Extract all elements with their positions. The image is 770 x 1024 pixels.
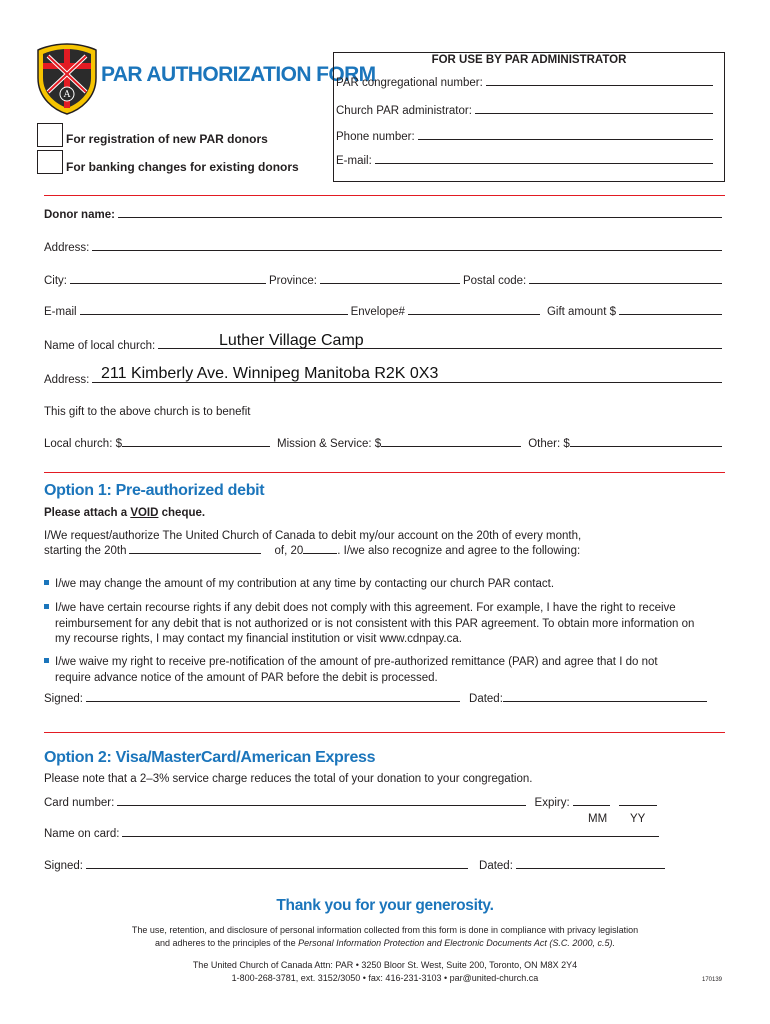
banking-change-checkbox[interactable]	[37, 150, 63, 174]
void-suffix: cheque.	[158, 507, 206, 519]
card-name-label: Name on card:	[44, 828, 120, 840]
admin-congregational-label: PAR congregational number:	[336, 77, 483, 89]
divider-option1	[44, 472, 725, 473]
option1-signature-row	[44, 693, 710, 705]
starting-label: starting the 20th	[44, 545, 127, 557]
donor-address-row	[44, 242, 725, 254]
privacy-line2-prefix: and adheres to the principles of the	[155, 938, 299, 948]
privacy-line2	[0, 938, 770, 948]
donor-name-field[interactable]	[118, 217, 722, 218]
envelope-field[interactable]	[408, 314, 540, 315]
donor-email-label: E-mail	[44, 306, 77, 318]
province-field[interactable]	[320, 283, 460, 284]
option1-heading: Option 1: Pre-authorized debit	[44, 482, 265, 499]
postal-field[interactable]	[529, 283, 722, 284]
admin-email-field[interactable]	[375, 163, 713, 164]
bullet-icon	[44, 580, 49, 585]
option2-signature-row	[44, 860, 668, 872]
mission-field[interactable]	[381, 446, 521, 447]
admin-congregational-field[interactable]	[486, 85, 713, 86]
option2-dated-label: Dated:	[479, 860, 513, 872]
option1-signed-label: Signed:	[44, 693, 84, 705]
card-name-row	[44, 828, 662, 840]
benefit-text: This gift to the above church is to benefit	[44, 406, 251, 418]
year-field[interactable]	[303, 553, 337, 554]
admin-heading: FOR USE BY PAR ADMINISTRATOR	[431, 54, 627, 66]
bullet-2-line1: I/we have certain recourse rights if any debit does not comply with this agreement. For example, I have the right to receive	[55, 602, 676, 614]
bullet-icon	[44, 604, 49, 609]
bullet-icon	[44, 658, 49, 663]
mission-label: Mission & Service: $	[277, 438, 382, 450]
church-name-label: Name of local church:	[44, 340, 156, 352]
card-number-row	[44, 797, 660, 809]
starting-date-field[interactable]	[129, 553, 261, 554]
bullet-2-line2: reimbursement for any debit that is not authorized or is not consistent with this PAR agreement. To obtain more information on	[55, 617, 695, 630]
expiry-month-field[interactable]	[573, 805, 611, 806]
option2-signed-label: Signed:	[44, 860, 84, 872]
admin-church-label: Church PAR administrator:	[336, 105, 472, 117]
svg-text:A: A	[63, 90, 71, 100]
void-cheque-note	[44, 507, 205, 519]
expiry-yy-label: YY	[630, 813, 646, 825]
province-label: Province:	[269, 275, 317, 287]
bullet-2-line3: my recourse rights, I may contact my financial institution or visit www.cdnpay.ca.	[55, 633, 462, 645]
privacy-line1: The use, retention, and disclosure of personal information collected from this form is done in compliance with privacy legislation	[131, 925, 639, 935]
church-name-value: Luther Village Camp	[219, 332, 364, 349]
admin-phone-row	[336, 131, 716, 143]
request-line2	[44, 545, 580, 557]
card-number-label: Card number:	[44, 797, 115, 809]
envelope-label: Envelope#	[350, 306, 405, 318]
gift-amount-label: Gift amount $	[546, 306, 616, 318]
option1-signed-field[interactable]	[86, 701, 460, 702]
local-church-label: Local church: $	[44, 438, 122, 450]
request-line1: I/We request/authorize The United Church of Canada to debit my/our account on the 20th of every month,	[44, 530, 582, 542]
card-number-field[interactable]	[117, 805, 525, 806]
option1-dated-label: Dated:	[469, 693, 503, 705]
bullet-3	[44, 655, 658, 686]
year-prefix: of, 20	[274, 545, 304, 557]
city-label: City:	[44, 275, 67, 287]
church-name-row	[44, 340, 725, 352]
church-address-label: Address:	[44, 374, 90, 386]
bullet-3-line2: require advance notice of the amount of PAR before the debit is processed.	[55, 671, 438, 684]
donor-email-row	[44, 306, 725, 318]
bullet-1-text: I/we may change the amount of my contribution at any time by contacting our church PAR contact.	[55, 578, 555, 590]
new-donor-checkbox[interactable]	[37, 123, 63, 147]
donor-city-row	[44, 275, 725, 287]
united-church-crest-icon	[34, 42, 100, 116]
bullet-2	[44, 601, 694, 648]
admin-box	[333, 52, 725, 182]
admin-church-field[interactable]	[475, 113, 713, 114]
footer-address-line2: 1-800-268-3781, ext. 3152/3050 • fax: 416-231-3103 • par@united-church.ca	[231, 973, 539, 983]
option1-dated-field[interactable]	[503, 701, 707, 702]
bullet-3-line1: I/we waive my right to receive pre-notification of the amount of pre-authorized remittance (PAR) and agree that I do not	[55, 656, 658, 668]
church-address-value: 211 Kimberly Ave. Winnipeg Manitoba R2K 0X3	[101, 365, 439, 382]
allocation-row	[44, 438, 725, 450]
donor-name-row	[44, 209, 725, 221]
card-name-field[interactable]	[122, 836, 659, 837]
admin-phone-field[interactable]	[418, 139, 713, 140]
donor-name-label: Donor name:	[44, 209, 115, 221]
divider-option2	[44, 732, 725, 733]
option2-signed-field[interactable]	[86, 868, 468, 869]
local-church-field[interactable]	[122, 446, 270, 447]
donor-address-field[interactable]	[92, 250, 722, 251]
expiry-year-field[interactable]	[619, 805, 657, 806]
admin-email-label: E-mail:	[336, 155, 372, 167]
footer-address-line1: The United Church of Canada Attn: PAR • 3250 Bloor St. West, Suite 200, Toronto, ON M8X 2Y4	[192, 960, 578, 970]
other-field[interactable]	[570, 446, 722, 447]
postal-label: Postal code:	[462, 275, 527, 287]
admin-email-row	[336, 155, 716, 167]
city-field[interactable]	[70, 283, 266, 284]
other-label: Other: $	[528, 438, 570, 450]
donor-address-label: Address:	[44, 242, 90, 254]
option2-heading: Option 2: Visa/MasterCard/American Express	[44, 749, 376, 766]
admin-congregational-row	[336, 77, 716, 89]
donor-email-field[interactable]	[80, 314, 348, 315]
gift-amount-field[interactable]	[619, 314, 722, 315]
new-donor-label: For registration of new PAR donors	[66, 132, 268, 146]
privacy-act-name: Personal Information Protection and Electronic Documents Act (S.C. 2000, c.5).	[298, 938, 615, 948]
expiry-mm-label: MM	[588, 813, 608, 825]
agree-text: . I/we also recognize and agree to the following:	[337, 545, 581, 557]
service-charge-note: Please note that a 2–3% service charge reduces the total of your donation to your congregation.	[44, 773, 533, 785]
void-word: VOID	[130, 507, 159, 519]
bullet-1	[44, 578, 554, 590]
admin-church-row	[336, 105, 716, 117]
expiry-label: Expiry:	[534, 797, 570, 809]
thank-you-text: Thank you for your generosity.	[276, 897, 494, 914]
banking-change-label: For banking changes for existing donors	[66, 160, 299, 174]
divider-top	[44, 195, 725, 196]
form-title: PAR AUTHORIZATION FORM	[101, 63, 376, 86]
option2-dated-field[interactable]	[516, 868, 665, 869]
form-code: 170139	[702, 977, 723, 983]
admin-phone-label: Phone number:	[336, 131, 415, 143]
void-prefix: Please attach a	[44, 507, 131, 519]
